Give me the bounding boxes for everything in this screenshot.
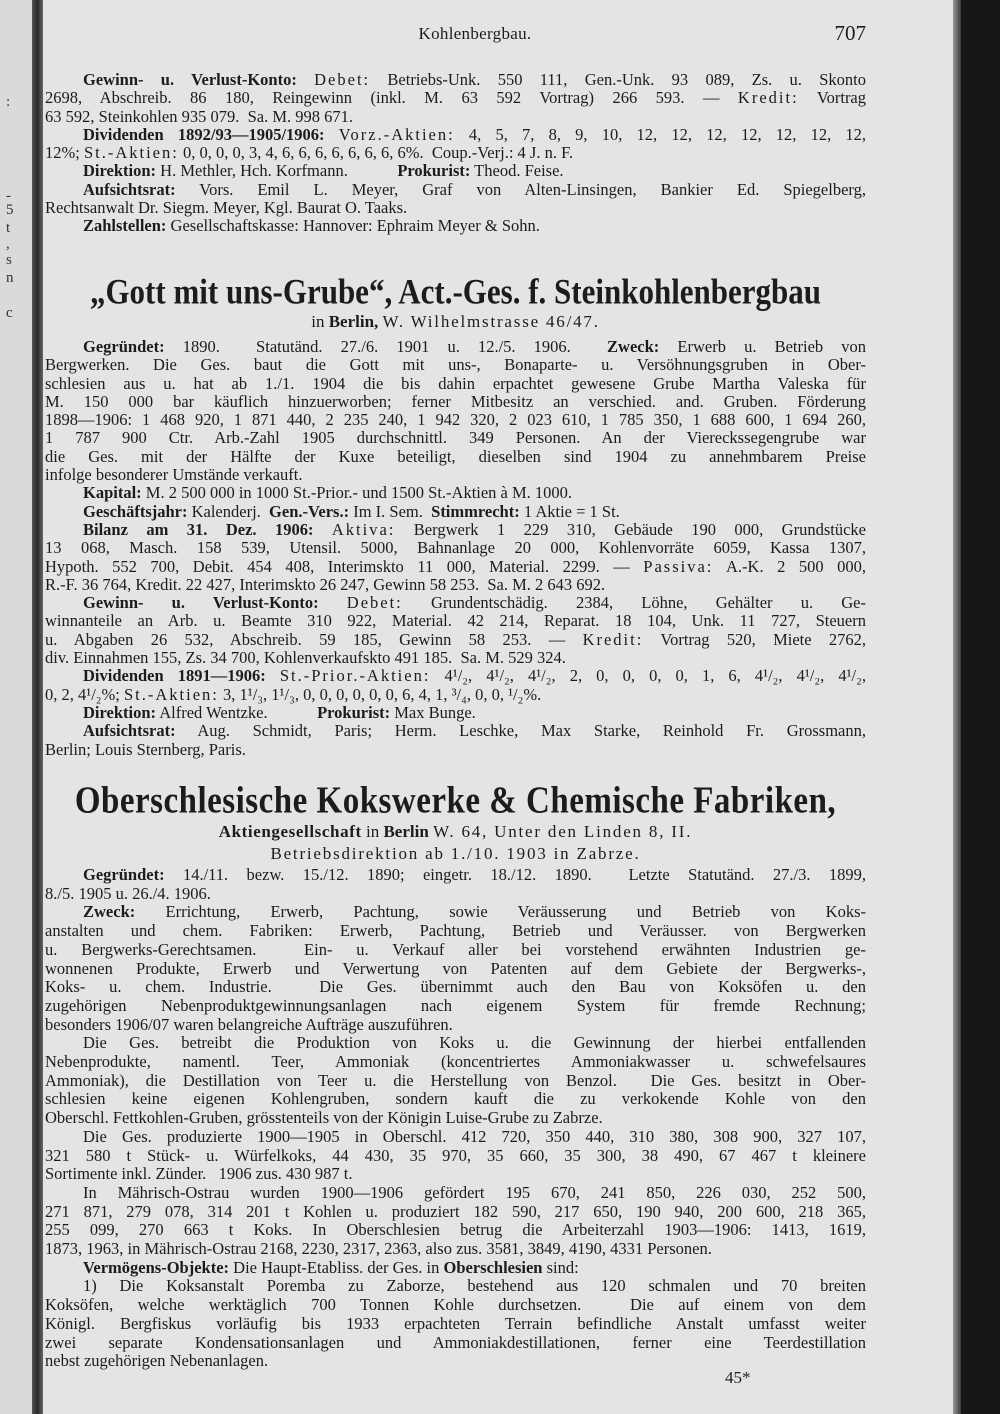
text-run: Betriebs-Unk. 550 111, Gen.-Unk. 93 089, Zs. u. Skonto xyxy=(370,71,866,89)
signature-mark: 45* xyxy=(725,1368,751,1387)
text-run: 3, 1¹/₃, 1¹/₃, 0, 0, 0, 0, 0, 0, 6, 4, 1, ³/₄, 0, 0, ¹/₂%. xyxy=(218,685,542,704)
paragraph xyxy=(45,594,866,667)
text-run: Errichtung, Erwerb, Pachtung, sowie Veräusserung und Betrieb von Koks- xyxy=(135,903,866,922)
text-line xyxy=(45,89,866,107)
text-run: besonders 1906/07 waren belangreiche Aufträge auszuführen. xyxy=(45,1015,453,1034)
text-run: 255 099, 270 663 t Koks. In Oberschlesien betrug die Arbeiterzahl 1903—1906: 1413, 1619, xyxy=(45,1221,866,1240)
bold-label: Dividenden 1891—1906: xyxy=(83,667,266,686)
paragraph xyxy=(45,71,866,126)
text-run: 1) Die Koksanstalt Poremba zu Zaborze, bestehend aus 120 schmalen und 70 breiten xyxy=(83,1277,866,1296)
text-line xyxy=(45,594,866,612)
margin-fragment: : xyxy=(6,94,11,110)
text-run: Im I. Sem. xyxy=(349,502,432,521)
bold-label: Geschäftsjahr: xyxy=(83,502,188,521)
spaced-label: Debet: xyxy=(314,71,371,89)
text-run: Die Ges. produzierte 1900—1905 in Oberschl. 412 720, 350 440, 310 380, 308 900, 327 107, xyxy=(83,1127,866,1146)
text-line xyxy=(45,1072,866,1091)
text-line xyxy=(45,217,866,235)
binding-edge xyxy=(32,0,43,1414)
text-run: infolge besonderer Umstände verkauft. xyxy=(45,466,303,485)
bold-label: Bilanz am 31. Dez. 1906: xyxy=(83,520,314,539)
company-location xyxy=(45,822,866,842)
text-run: zwei separate Kondensationsanlagen und Ammoniakdestillationen, ferner eine Teerdestillation xyxy=(45,1333,866,1352)
text-line xyxy=(45,484,866,502)
spaced-label: St.-Aktien: xyxy=(83,144,179,163)
text-line xyxy=(45,1259,866,1278)
text-line xyxy=(45,922,866,941)
operations-note-text: Betriebsdirektion ab 1./10. 1903 in Zabrze. xyxy=(270,844,641,863)
running-header: Kohlenbergbau. xyxy=(418,24,532,43)
paragraph xyxy=(45,484,866,502)
text-line xyxy=(45,1315,866,1334)
text-run: 8./5. 1905 u. 26./4. 1906. xyxy=(45,884,211,903)
text-run: Nebenprodukte, namentl. Teer, Ammoniak (koncentriertes Ammoniakwasser u. schwefelsaures xyxy=(45,1053,866,1072)
spaced-label: Vorz.-Aktien: xyxy=(338,125,455,144)
previous-company-tail xyxy=(45,71,866,236)
text-run: Koksöfen, welche werktäglich 700 Tonnen Kohle durchsetzen. Die auf einem von dem xyxy=(45,1296,866,1315)
text-line xyxy=(45,126,866,144)
spaced-label: Kredit: xyxy=(737,89,799,108)
company-location xyxy=(45,312,866,332)
text-run: Sortimente inkl. Zünder. 1906 zus. 430 987 t. xyxy=(45,1165,353,1184)
text-run: Bergwerk 1 229 310, Gebäude 190 000, Grundstücke xyxy=(395,520,866,539)
text-line xyxy=(45,1053,866,1072)
text-run: 0, 0, 0, 0, 3, 4, 6, 6, 6, 6, 6, 6, 6, 6%. Coup.-Verj.: 4 J. n. F. xyxy=(178,144,574,163)
text-run: M. 150 000 bar käuflich hinzuerworben; ferner Mitbesitz an verschied. and. Gruben. Förderung xyxy=(45,392,866,411)
bold-label: Zweck: xyxy=(607,338,660,356)
text-run: Vors. Emil L. Meyer, Graf von Alten-Linsingen, Bankier Ed. Spiegelberg, xyxy=(175,180,866,199)
text-run: 4¹/₂, 4¹/₂, 4¹/₂, 2, 0, 0, 0, 0, 1, 6, 4¹/₂, 4¹/₂, 4¹/₂, xyxy=(430,667,866,686)
bold-label: Vermögens-Objekte: xyxy=(83,1258,230,1277)
text-line xyxy=(45,1090,866,1109)
text-run: Gesellschaftskasse: Hannover: Ephraim Meyer & Sohn. xyxy=(166,217,540,236)
bold-label: Oberschlesien xyxy=(443,1258,543,1277)
company-entry-body xyxy=(45,866,866,1371)
text-run: 1 Aktie = 1 St. xyxy=(519,502,620,521)
paragraph xyxy=(45,704,866,722)
paragraph xyxy=(45,162,866,180)
text-run: Rechtsanwalt Dr. Siegm. Meyer, Kgl. Baurat O. Taaks. xyxy=(45,199,408,218)
text-line xyxy=(45,108,866,126)
text-line xyxy=(45,411,866,429)
spaced-label: Debet: xyxy=(346,594,403,613)
bold-label: Direktion: xyxy=(83,162,157,181)
text-run: Alfred Wentzke. xyxy=(156,703,318,722)
text-line xyxy=(45,1165,866,1184)
text-line xyxy=(45,429,866,447)
bold-label: Prokurist: xyxy=(397,162,471,181)
text-line xyxy=(45,1184,866,1203)
text-run: 13 068, Masch. 158 539, Utensil. 5000, Bahnanlage 20 000, Kohlenvorräte 6059, Kassa 1307, xyxy=(45,539,866,558)
text-run: Kalenderj. xyxy=(187,502,270,521)
text-run: 63 592, Steinkohlen 935 079. Sa. M. 998 671. xyxy=(45,107,353,126)
text-run: Aug. Schmidt, Paris; Herm. Leschke, Max Starke, Reinhold Fr. Grossmann, xyxy=(175,722,866,741)
operations-note xyxy=(45,844,866,864)
text-run: Grundentschädig. 2384, Löhne, Gehälter u. Ge- xyxy=(402,594,866,613)
paragraph xyxy=(45,667,866,704)
bold-label: Dividenden 1892/93—1905/1906: xyxy=(83,125,325,144)
paragraph xyxy=(45,1259,866,1278)
bold-label: Aufsichtsrat: xyxy=(83,180,176,199)
bold-label: Stimmrecht: xyxy=(431,502,520,521)
margin-fragment: s xyxy=(6,252,12,268)
text-line xyxy=(45,649,866,667)
paragraph xyxy=(45,1277,866,1371)
text-run: Hypoth. 552 700, Debit. 454 408, Interimskto 11 000, Material. 2299. — xyxy=(45,557,644,576)
text-line xyxy=(45,375,866,393)
text-line xyxy=(45,71,866,89)
text-run: M. 2 500 000 in 1000 St.-Prior.- und 1500 St.-Aktien à M. 1000. xyxy=(141,484,573,503)
text-run: R.-F. 36 764, Kredit. 22 427, Interimskto 26 247, Gewinn 58 253. Sa. M. 2 643 692. xyxy=(45,575,606,594)
paragraph xyxy=(45,866,866,903)
text-line xyxy=(45,741,866,759)
text-run: Ammoniak), die Destillation von Teer u. die Herstellung von Benzol. Die Ges. besitzt in Ober- xyxy=(45,1071,866,1090)
text-line xyxy=(45,199,866,217)
text-run: 321 580 t Stück- u. Würfelkoks, 44 430, 35 970, 35 660, 35 300, 38 490, 67 467 t kleinere xyxy=(45,1146,866,1165)
text-run: 4, 5, 7, 8, 9, 10, 12, 12, 12, 12, 12, 12, 12, xyxy=(454,125,866,144)
text-run: sind: xyxy=(542,1258,579,1277)
margin-fragment: 5 xyxy=(6,202,14,218)
text-run: 0, 2, 4¹/₂%; xyxy=(45,685,124,704)
text-line xyxy=(45,1277,866,1296)
paragraph xyxy=(45,126,866,163)
text-line xyxy=(45,338,866,356)
text-line xyxy=(45,503,866,521)
margin-fragment: t xyxy=(6,220,11,236)
text-run: zugehörigen Nebenproduktgewinnungsanlagen nach eigenem System für fremde Rechnung; xyxy=(45,996,866,1015)
text-run: schlesien keine eigenen Kohlengruben, sondern kauft die zu verkokende Kohle von den xyxy=(45,1090,866,1109)
spaced-label: Passiva: xyxy=(643,557,714,576)
bold-label: Prokurist: xyxy=(317,703,391,722)
paragraph xyxy=(45,503,866,521)
text-run: Die Haupt-Etabliss. der Ges. in xyxy=(229,1258,444,1277)
text-line xyxy=(45,356,866,374)
margin-fragment: n xyxy=(6,270,14,286)
text-run: 1 787 900 Ctr. Arb.-Zahl 1905 durchschnittl. 349 Personen. An der Viereckssegengrube war xyxy=(45,429,866,448)
text-run: 271 871, 279 078, 314 201 t Kohlen u. produziert 182 590, 217 650, 190 940, 200 600, 218 365, xyxy=(45,1202,866,1221)
bold-label: Kapital: xyxy=(83,484,142,503)
text-line xyxy=(45,1334,866,1353)
text-line xyxy=(45,558,866,576)
bold-label: Zweck: xyxy=(83,903,136,922)
text-line xyxy=(45,960,866,979)
text-run: Königl. Bergfiskus vorläufig bis 1933 erpachteten Terrain befindliche Anstalt umfasst weiter xyxy=(45,1314,866,1333)
text-line xyxy=(45,162,866,180)
text-run: schlesien aus u. hat ab 1./1. 1904 die bis dahin erpachtet gewesene Grube Martha Valeska für xyxy=(45,374,866,393)
paragraph xyxy=(45,338,866,484)
text-run: Theod. Feise. xyxy=(470,162,564,181)
text-run: A.-K. 2 500 000, xyxy=(713,557,866,576)
text-line xyxy=(45,393,866,411)
text-run: Vortrag 520, Miete 2762, xyxy=(643,630,866,649)
location-in: in xyxy=(311,312,325,331)
location-city: Berlin, xyxy=(328,312,379,331)
text-line xyxy=(45,1128,866,1147)
paragraph xyxy=(45,1128,866,1184)
company-title: „Gott mit uns-Grube“, Act.-Ges. f. Steinkohlenbergbau xyxy=(89,271,822,312)
company-title: Oberschlesische Kokswerke & Chemische Fabriken, xyxy=(74,780,837,822)
text-run: 1873, 1963, in Mährisch-Ostrau 2168, 2230, 2317, 2363, also zus. 3581, 3849, 4190, 4331 Personen. xyxy=(45,1240,712,1259)
text-line xyxy=(45,686,866,704)
text-run: nebst zugehörigen Nebenanlagen. xyxy=(45,1352,269,1371)
bold-label: Zahlstellen: xyxy=(83,217,167,236)
text-run: u. Bergwerks-Gerechtsamen. Ein- u. Verkauf aller bei vorstehend erwähnten Industrien ge- xyxy=(45,940,866,959)
text-line xyxy=(45,722,866,740)
text-line xyxy=(45,631,866,649)
text-line xyxy=(45,1240,866,1259)
paragraph xyxy=(45,903,866,1034)
scan-background-edge xyxy=(953,0,1000,1414)
left-margin xyxy=(0,0,32,1414)
text-run: Vortrag xyxy=(798,89,866,108)
page-number: 707 xyxy=(834,21,866,45)
text-line xyxy=(45,612,866,630)
text-line xyxy=(45,903,866,922)
margin-fragment: - xyxy=(6,188,11,204)
text-run: winnanteile an Arb. u. Beamte 310 922, Material. 42 214, Reparat. 18 104, Unk. 11 727, Steuern xyxy=(45,612,866,631)
text-line xyxy=(45,466,866,484)
paragraph xyxy=(45,1184,866,1259)
spaced-label: St.-Aktien: xyxy=(124,685,219,704)
text-line xyxy=(45,181,866,199)
text-run: Max Bunge. xyxy=(390,703,476,722)
bold-label: Aufsichtsrat: xyxy=(83,722,176,741)
text-run: div. Einnahmen 155, Zs. 34 700, Kohlenverkaufskto 491 185. Sa. M. 529 324. xyxy=(45,649,566,668)
bold-label: Direktion: xyxy=(83,703,157,722)
spaced-label: Aktiva: xyxy=(331,520,396,539)
text-run xyxy=(297,71,314,89)
text-run xyxy=(266,667,280,685)
text-line xyxy=(45,997,866,1016)
paragraph xyxy=(45,1034,866,1128)
text-run: 12%; xyxy=(45,144,84,163)
text-run: Berlin; Louis Sternberg, Paris. xyxy=(45,740,246,759)
text-run: wonnenen Produkte, Erwerb und Verwertung von Patenten auf dem Gebiete der Bergwerks-, xyxy=(45,959,866,978)
text-run: Bergwerken. Die Ges. baut die Gott mit uns-, Bonaparte- u. Versöhnungsgruben in Ober- xyxy=(45,356,866,375)
text-line xyxy=(45,866,866,885)
bold-label: Gegründet: xyxy=(83,866,165,884)
text-line xyxy=(45,941,866,960)
text-line xyxy=(45,978,866,997)
text-line xyxy=(45,1109,866,1128)
spaced-label: Kredit: xyxy=(582,630,644,649)
text-line xyxy=(45,704,866,722)
margin-fragment: c xyxy=(6,305,13,321)
text-run: anstalten und chem. Fabriken: Erwerb, Pachtung, Betrieb und Veräusser. von Bergwerken xyxy=(45,922,866,941)
text-run: u. Abgaben 26 532, Abschreib. 59 185, Gewinn 58 253. — xyxy=(45,630,583,649)
text-run: In Mährisch-Ostrau wurden 1900—1906 gefördert 195 670, 241 850, 226 030, 252 500, xyxy=(83,1183,866,1202)
text-line xyxy=(45,144,866,162)
text-run xyxy=(319,594,347,612)
text-line xyxy=(45,1147,866,1166)
text-line xyxy=(45,1034,866,1053)
paragraph xyxy=(45,521,866,594)
spaced-label: St.-Prior.-Aktien: xyxy=(279,667,431,686)
legal-form: Aktiengesellschaft xyxy=(218,822,362,841)
text-line xyxy=(45,539,866,557)
text-line xyxy=(45,521,866,539)
text-run: Die Ges. betreibt die Produktion von Koks u. die Gewinnung der hierbei entfallenden xyxy=(83,1034,866,1053)
location-address: W. 64, Unter den Linden 8, II. xyxy=(433,822,693,841)
margin-fragment: , xyxy=(6,236,10,252)
location-in: in xyxy=(365,822,380,841)
bold-label: Gewinn- u. Verlust-Konto: xyxy=(83,594,319,613)
paragraph xyxy=(45,217,866,235)
text-run: 14./11. bezw. 15./12. 1890; eingetr. 18./12. 1890. Letzte Statutänd. 27./3. 1899, xyxy=(164,866,866,884)
text-run: Erwerb u. Betrieb von xyxy=(659,338,866,356)
bold-label: Gen.-Vers.: xyxy=(269,502,350,521)
text-run: 1898—1906: 1 468 920, 1 871 440, 2 235 240, 1 942 320, 2 023 610, 1 785 350, 1 688 600, 1 694 260, xyxy=(45,411,866,430)
text-line xyxy=(45,885,866,904)
text-run xyxy=(325,126,339,144)
location-city: Berlin xyxy=(383,822,429,841)
text-line xyxy=(45,1203,866,1222)
text-run: Oberschl. Fettkohlen-Gruben, grösstenteils von der Königin Luise-Grube zu Zabrze. xyxy=(45,1109,603,1128)
bold-label: Gewinn- u. Verlust-Konto: xyxy=(83,71,297,89)
text-line xyxy=(45,1016,866,1035)
text-run xyxy=(313,521,331,539)
text-run: 2698, Abschreib. 86 180, Reingewinn (inkl. M. 63 592 Vortrag) 266 593. — xyxy=(45,89,738,108)
text-run: H. Methler, Hch. Korfmann. xyxy=(156,162,398,181)
text-line xyxy=(45,576,866,594)
text-run: die Ges. mit der Hälfte der Kuxe beteiligt, dieselben sind 1904 zu annehmbarem Preise xyxy=(45,447,866,466)
text-run: 1890. Statutänd. 27./6. 1901 u. 12./5. 1906. xyxy=(164,338,608,356)
bold-label: Gegründet: xyxy=(83,338,165,356)
text-line xyxy=(45,667,866,685)
paragraph xyxy=(45,722,866,759)
location-address: W. Wilhelmstrasse 46/47. xyxy=(382,312,600,331)
text-line xyxy=(45,1296,866,1315)
text-line xyxy=(45,1221,866,1240)
text-run: Koks- u. chem. Industrie. Die Ges. übernimmt auch den Bau von Koksöfen u. den xyxy=(45,978,866,997)
paragraph xyxy=(45,181,866,218)
text-line xyxy=(45,448,866,466)
company-entry-body xyxy=(45,338,866,759)
